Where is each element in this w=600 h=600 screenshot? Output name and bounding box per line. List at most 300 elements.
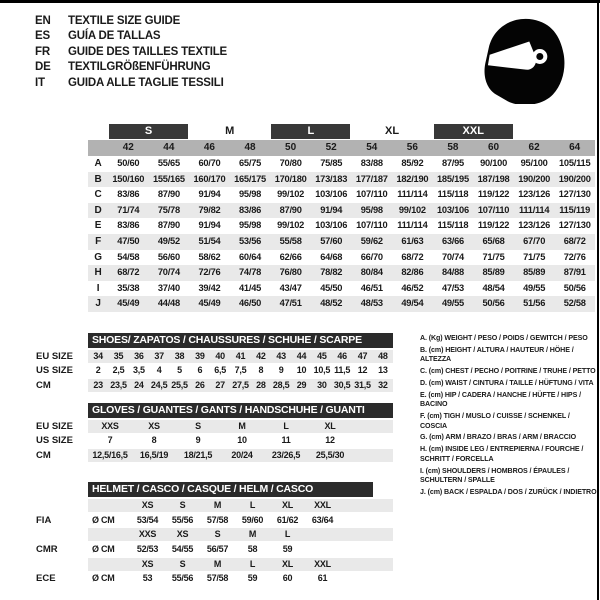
measurement-value-cell: 43/47 [279, 282, 302, 293]
value-cell: 3,5 [132, 365, 145, 376]
value-cell: XXS [138, 529, 157, 540]
value-cell: 55/56 [171, 514, 194, 525]
measurement-value-cell: 76/80 [279, 267, 302, 278]
measurement-value-cell: 68/72 [401, 251, 424, 262]
measurement-value-cell: 45/49 [198, 298, 221, 309]
value-cell: 43 [276, 350, 286, 361]
measurement-value-cell: 83/86 [239, 204, 262, 215]
measurement-value-cell: 115/118 [437, 189, 469, 200]
right-border-line [597, 0, 599, 600]
value-band [88, 514, 393, 527]
value-cell: 9 [278, 365, 284, 376]
measurement-value-cell: 49/54 [401, 298, 424, 309]
measurement-value-cell: 72/76 [198, 267, 221, 278]
value-cell: 47 [357, 350, 368, 361]
measurement-value-cell: 63/66 [441, 235, 464, 246]
measurement-value-cell: 50/56 [482, 298, 505, 309]
value-cell: 12 [325, 435, 335, 446]
garment-size-table [88, 124, 595, 312]
size-column-header: 56 [406, 142, 418, 153]
measurement-value-cell: 80/84 [360, 267, 383, 278]
measurement-value-cell: 68/72 [563, 235, 586, 246]
value-cell: 4 [156, 365, 162, 376]
value-band [88, 434, 393, 447]
value-cell: 39 [195, 350, 205, 361]
value-cell: XS [148, 420, 160, 431]
legend-item: F. (cm) TIGH / MUSLO / CUISSE / SCHENKEL / COSCIA [420, 412, 570, 430]
measurement-value-cell: 70/80 [279, 158, 302, 168]
value-band [88, 449, 393, 462]
measurement-value-cell: 119/122 [477, 189, 510, 200]
diameter-unit-label [88, 499, 130, 512]
row-label [36, 528, 88, 541]
measurement-row [88, 203, 595, 219]
measurement-value-cell: 95/98 [239, 220, 262, 231]
value-cell: 28 [256, 380, 266, 391]
measurement-value-cell: 182/190 [396, 173, 429, 184]
value-cell: 46 [337, 350, 347, 361]
value-cell: 60 [282, 573, 293, 584]
value-cell: 52/53 [136, 543, 159, 554]
value-cell: 27 [215, 380, 225, 391]
measurement-value-cell: 83/88 [360, 158, 383, 168]
value-cell: M [213, 558, 222, 569]
filler-cell [340, 499, 393, 512]
filler-cell [352, 434, 393, 447]
measurement-value-cell: 87/91 [563, 267, 586, 278]
value-cell: 20/24 [231, 450, 253, 461]
shoes-row [36, 379, 393, 392]
measurement-value-cell: 127/130 [558, 189, 591, 200]
value-cell: XXL [314, 499, 331, 510]
value-cell: 11,5 [334, 365, 351, 376]
measurement-row [88, 172, 595, 188]
measurement-value-cell: 46/51 [360, 282, 383, 293]
value-cell: XL [281, 499, 293, 510]
value-cell: 10 [237, 435, 247, 446]
measurement-value-cell: 127/130 [558, 220, 591, 231]
filler-cell [340, 514, 393, 527]
measurement-row [88, 156, 595, 172]
measurement-value-cell: 75/78 [157, 204, 180, 215]
value-cell: 45 [317, 350, 327, 361]
value-cell: 9 [195, 435, 201, 446]
measurement-value-cell: 44/48 [157, 298, 180, 309]
value-cell: 5 [177, 365, 182, 376]
measurement-value-cell: 107/110 [477, 204, 510, 215]
measurement-value-cell: 95/98 [360, 204, 383, 215]
value-cell: 48 [378, 350, 388, 361]
size-group-label: XL [385, 125, 400, 137]
measurement-value-cell: 190/200 [558, 173, 591, 184]
measurement-value-cell: 111/114 [397, 189, 428, 200]
value-cell: 10,5 [313, 365, 331, 376]
language-row [35, 44, 227, 60]
value-cell: 6 [197, 365, 203, 376]
value-band [88, 364, 393, 377]
measurement-value-cell: 60/64 [239, 251, 262, 262]
row-label [36, 558, 88, 571]
row-letter: B [94, 173, 102, 185]
row-label: US SIZE [36, 365, 73, 377]
row-label: CM [36, 380, 51, 392]
value-cell: 30,5 [333, 380, 351, 391]
value-cell: S [179, 558, 186, 569]
measurement-value-cell: 65/68 [482, 235, 505, 246]
value-cell: 59 [247, 573, 258, 584]
legend-item: C. (cm) CHEST / PECHO / POITRINE / TRUHE / PETTO [420, 367, 596, 376]
measurement-value-cell: 111/114 [397, 220, 428, 231]
value-cell: 25,5/30 [315, 450, 345, 461]
size-column-header: 62 [528, 142, 540, 153]
measurement-value-cell: 48/54 [482, 282, 505, 293]
measurement-value-cell: 55/65 [157, 158, 180, 168]
measurement-value-cell: 95/100 [520, 158, 548, 168]
value-cell: 8 [258, 365, 264, 376]
value-cell: 11 [281, 435, 291, 446]
row-letter: A [94, 158, 102, 169]
measurement-value-cell: 58/62 [198, 251, 221, 262]
value-band [88, 420, 393, 433]
measurement-value-cell: 68/72 [117, 267, 140, 278]
measurement-value-cell: 99/102 [277, 189, 305, 200]
language-code: IT [35, 76, 45, 89]
measurement-value-cell: 35/38 [117, 282, 140, 293]
measurement-value-cell: 83/86 [117, 189, 140, 200]
row-letter: J [95, 298, 101, 310]
guide-title-text: TEXTILE SIZE GUIDE [68, 14, 181, 27]
size-column-header: 54 [366, 142, 378, 153]
measurement-row [88, 281, 595, 297]
value-cell: 29 [296, 380, 307, 391]
measurement-value-cell: 55/58 [279, 235, 302, 246]
size-group-label: M [225, 125, 235, 137]
measurement-legend [420, 334, 597, 500]
measurement-value-cell: 173/183 [315, 173, 348, 184]
racing-helmet-icon [480, 16, 568, 104]
value-cell: S [179, 499, 186, 510]
value-cell: M [213, 499, 222, 510]
shoes-header-bar: SHOES/ ZAPATOS / CHAUSSURES / SCHUHE / SCARPE [88, 333, 393, 348]
measurement-value-cell: 47/53 [441, 282, 464, 293]
measurement-value-cell: 150/160 [112, 173, 145, 184]
guide-title-text: GUÍA DE TALLAS [68, 30, 161, 43]
size-column-header: 42 [122, 142, 134, 153]
value-cell: L [249, 558, 256, 569]
row-letter: H [94, 267, 102, 279]
value-cell: 41 [235, 350, 246, 361]
value-cell: 16,5/19 [139, 450, 169, 461]
measurement-value-cell: 71/75 [482, 251, 505, 262]
value-cell: 44 [296, 350, 307, 361]
size-group-label [88, 124, 108, 139]
filler-cell [340, 543, 393, 556]
measurement-value-cell: 91/94 [320, 204, 343, 215]
language-code: FR [35, 45, 50, 58]
value-cell: 61/62 [276, 514, 299, 525]
measurement-value-cell: 107/110 [356, 189, 388, 200]
value-cell: 53 [142, 573, 153, 584]
value-cell: XXS [101, 420, 119, 431]
value-cell: 7,5 [234, 365, 247, 376]
measurement-value-cell: 87/90 [157, 189, 180, 200]
value-cell: 57/58 [206, 573, 229, 584]
measurement-value-cell: 66/70 [360, 251, 383, 262]
measurement-value-cell: 90/100 [480, 158, 507, 168]
measurement-value-cell: 123/126 [518, 189, 551, 200]
helmet-row [36, 558, 393, 571]
measurement-value-cell: 49/52 [157, 235, 180, 246]
diameter-unit-label: Ø CM [92, 573, 115, 584]
measurement-value-cell: 46/52 [401, 282, 424, 293]
measurement-value-cell: 107/110 [356, 220, 388, 231]
value-cell: 18/21,5 [183, 450, 213, 461]
language-code: DE [35, 61, 51, 74]
row-label: ECE [36, 573, 56, 585]
spacer [36, 403, 88, 418]
helmet-header-bar: HELMET / CASCO / CASQUE / HELM / CASCO [88, 482, 373, 497]
guide-title-text: TEXTILGRÖßENFÜHRUNG [68, 61, 211, 74]
measurement-value-cell: 87/90 [279, 204, 302, 215]
value-cell: M [248, 529, 257, 540]
measurement-value-cell: 190/200 [518, 173, 551, 184]
value-cell: 63/64 [311, 514, 334, 525]
value-cell: 23,5 [110, 380, 127, 391]
value-cell: 23 [93, 380, 103, 391]
value-cell: 23/26,5 [271, 450, 301, 461]
language-code: EN [35, 14, 51, 27]
size-group-bar: S [109, 124, 188, 139]
size-group-header-row [88, 124, 595, 139]
value-cell: XL [324, 420, 336, 431]
measurement-row [88, 265, 595, 281]
helmet-row [36, 514, 393, 527]
value-cell: 38 [174, 350, 185, 361]
filler-cell [340, 528, 393, 541]
row-label: US SIZE [36, 435, 73, 447]
value-cell: 30 [317, 380, 327, 391]
measurement-value-cell: 115/119 [559, 204, 591, 215]
measurement-value-cell: 70/74 [157, 267, 180, 278]
legend-item: J. (cm) BACK / ESPALDA / DOS / ZURÜCK / INDIETRO [420, 488, 597, 496]
measurement-value-cell: 51/56 [523, 298, 546, 309]
value-cell: 55/56 [171, 573, 194, 584]
value-cell: 27,5 [232, 380, 249, 391]
measurement-value-cell: 54/58 [117, 251, 140, 262]
measurement-value-cell: 37/40 [157, 282, 180, 293]
measurement-value-cell: 123/126 [518, 220, 551, 231]
measurement-value-cell: 85/89 [482, 267, 505, 278]
helmet-size-table [36, 482, 393, 585]
measurement-value-cell: 48/52 [320, 298, 343, 309]
size-column-header: 58 [447, 142, 459, 153]
measurement-value-cell: 115/118 [437, 220, 469, 231]
row-letter: D [94, 204, 102, 216]
row-label: CMR [36, 543, 58, 555]
value-cell: 10 [296, 365, 307, 376]
value-cell [305, 528, 340, 541]
measurement-value-cell: 105/115 [559, 158, 591, 168]
value-cell: 24,5 [150, 380, 168, 391]
row-letter: E [94, 220, 102, 232]
helmet-row [36, 528, 393, 541]
measurement-value-cell: 51/54 [198, 235, 221, 246]
measurement-value-cell: 103/106 [315, 220, 348, 231]
language-row [35, 29, 227, 45]
value-cell: L [249, 499, 256, 510]
measurement-row [88, 250, 595, 266]
measurement-value-cell: 177/187 [355, 173, 388, 184]
value-cell: 57/58 [206, 514, 229, 525]
helmet-row [36, 499, 393, 512]
measurement-value-cell: 50/60 [117, 158, 140, 168]
value-cell: XS [141, 558, 154, 569]
size-column-header: 60 [487, 142, 500, 153]
row-label [36, 499, 88, 512]
value-cell: S [214, 529, 221, 540]
row-letter: G [94, 251, 102, 263]
value-cell: 8 [151, 435, 157, 446]
diameter-unit-label: Ø CM [92, 543, 115, 554]
value-cell: 25,5 [171, 380, 188, 391]
value-cell: 59/60 [241, 514, 264, 525]
row-letter: F [95, 235, 101, 247]
size-column-header: 48 [244, 142, 256, 153]
gloves-header-bar: GLOVES / GUANTES / GANTS / HANDSCHUHE / GUANTI [88, 403, 393, 418]
helmet-row [36, 543, 393, 556]
value-band [88, 350, 393, 363]
row-label: CM [36, 450, 51, 462]
value-cell: 31,5 [354, 380, 371, 391]
filler-cell [352, 420, 393, 433]
value-cell: 6,5 [214, 365, 227, 376]
measurement-value-cell: 50/56 [563, 282, 586, 293]
diameter-unit-label: Ø CM [92, 514, 115, 525]
measurement-row [88, 234, 595, 250]
value-cell [305, 543, 340, 556]
measurement-value-cell: 99/102 [398, 204, 426, 215]
measurement-row [88, 296, 595, 312]
measurement-value-cell: 67/70 [523, 235, 546, 246]
measurement-value-cell: 46/50 [239, 298, 262, 309]
size-column-header: 46 [203, 142, 215, 153]
measurement-value-cell: 70/74 [441, 251, 464, 262]
value-cell: 54/55 [171, 543, 194, 554]
measurement-value-cell: 74/78 [239, 267, 262, 278]
legend-item: A. (Kg) WEIGHT / PESO / POIDS / GEWITCH / PESO [420, 334, 588, 342]
measurement-rows [88, 156, 595, 312]
value-cell: XS [176, 529, 189, 540]
row-label: EU SIZE [36, 420, 73, 432]
measurement-value-cell: 71/74 [117, 204, 140, 215]
measurement-value-cell: 160/170 [193, 173, 226, 184]
row-label: EU SIZE [36, 350, 73, 362]
gloves-row [36, 420, 393, 433]
measurement-value-cell: 91/94 [198, 220, 221, 231]
gloves-row [36, 449, 393, 462]
legend-item: H. (cm) INSIDE LEG / ENTREPIERNA / FOURCHE / SCHRITT / FORCELLA [420, 445, 584, 463]
measurement-value-cell: 56/60 [157, 251, 180, 262]
measurement-value-cell: 41/45 [239, 282, 262, 293]
measurement-value-cell: 95/98 [239, 189, 262, 200]
measurement-value-cell: 45/49 [117, 298, 140, 309]
measurement-value-cell: 75/85 [320, 158, 343, 168]
filler-cell [340, 572, 393, 585]
measurement-value-cell: 62/66 [279, 251, 302, 262]
value-cell: 61 [317, 573, 328, 584]
top-border-line [0, 0, 600, 3]
value-band [88, 499, 393, 512]
measurement-value-cell: 85/89 [523, 267, 546, 278]
helmet-row [36, 572, 393, 585]
measurement-row [88, 218, 595, 234]
value-cell: 42 [256, 350, 266, 361]
legend-item: B. (cm) HEIGHT / ALTURA / HAUTEUR / HÖHE / ALTEZZA [420, 345, 574, 364]
measurement-value-cell: 155/165 [152, 173, 185, 184]
shoes-row [36, 350, 393, 363]
size-column-header: 50 [285, 142, 297, 153]
legend-item: D. (cm) WAIST / CINTURA / TAILLE / HÜFTUNG / VITA [420, 378, 594, 387]
value-cell: 59 [282, 543, 293, 554]
numeric-size-header-row [88, 140, 595, 156]
measurement-value-cell: 57/60 [320, 235, 343, 246]
gloves-row [36, 434, 393, 447]
measurement-value-cell: 65/75 [239, 158, 262, 168]
shoes-row [36, 364, 393, 377]
measurement-value-cell: 52/58 [563, 298, 586, 309]
value-band [88, 572, 393, 585]
measurement-value-cell: 87/95 [441, 158, 464, 168]
filler-cell [352, 449, 393, 462]
row-letter: C [94, 189, 102, 201]
value-cell: 36 [134, 350, 144, 361]
shoes-size-table [36, 333, 393, 392]
row-label: FIA [36, 514, 52, 526]
value-cell: M [238, 420, 246, 431]
language-row [35, 13, 227, 29]
value-cell: 13 [378, 365, 388, 376]
measurement-value-cell: 83/86 [117, 220, 140, 231]
measurement-value-cell: 187/198 [477, 173, 510, 184]
measurement-value-cell: 60/70 [198, 158, 221, 168]
measurement-value-cell: 185/195 [437, 173, 469, 184]
size-group-bar: XXL [434, 124, 513, 139]
value-cell: 32 [378, 380, 388, 391]
size-column-header: 64 [569, 142, 581, 153]
measurement-value-cell: 79/82 [198, 204, 221, 215]
gloves-size-table [36, 403, 393, 462]
value-cell: 56/57 [206, 543, 229, 554]
value-cell: XXL [314, 558, 331, 569]
spacer [36, 333, 88, 348]
footwear-accessory-tables [36, 333, 393, 585]
spacer [36, 482, 88, 497]
value-cell: XL [281, 558, 293, 569]
measurement-value-cell: 71/75 [523, 251, 546, 262]
measurement-value-cell: 45/50 [320, 282, 343, 293]
size-column-header: 52 [325, 142, 337, 153]
legend-item: E. (cm) HIP / CADERA / HANCHE / HÜFTE / HIPS / BACINO [420, 390, 581, 409]
language-code: ES [35, 30, 50, 43]
legend-item: G. (cm) ARM / BRAZO / BRAS / ARM / BRACCIO [420, 433, 577, 442]
measurement-value-cell: 165/175 [234, 173, 266, 184]
value-cell: 53/54 [136, 514, 159, 525]
guide-title-text: GUIDE DES TAILLES TEXTILE [68, 45, 227, 58]
measurement-value-cell: 72/76 [563, 251, 586, 262]
value-cell: 35 [113, 350, 124, 361]
legend-item: I. (cm) SHOULDERS / HOMBROS / ÉPAULES / SCHULTERN / SPALLE [420, 466, 570, 485]
row-letter: I [96, 282, 100, 294]
